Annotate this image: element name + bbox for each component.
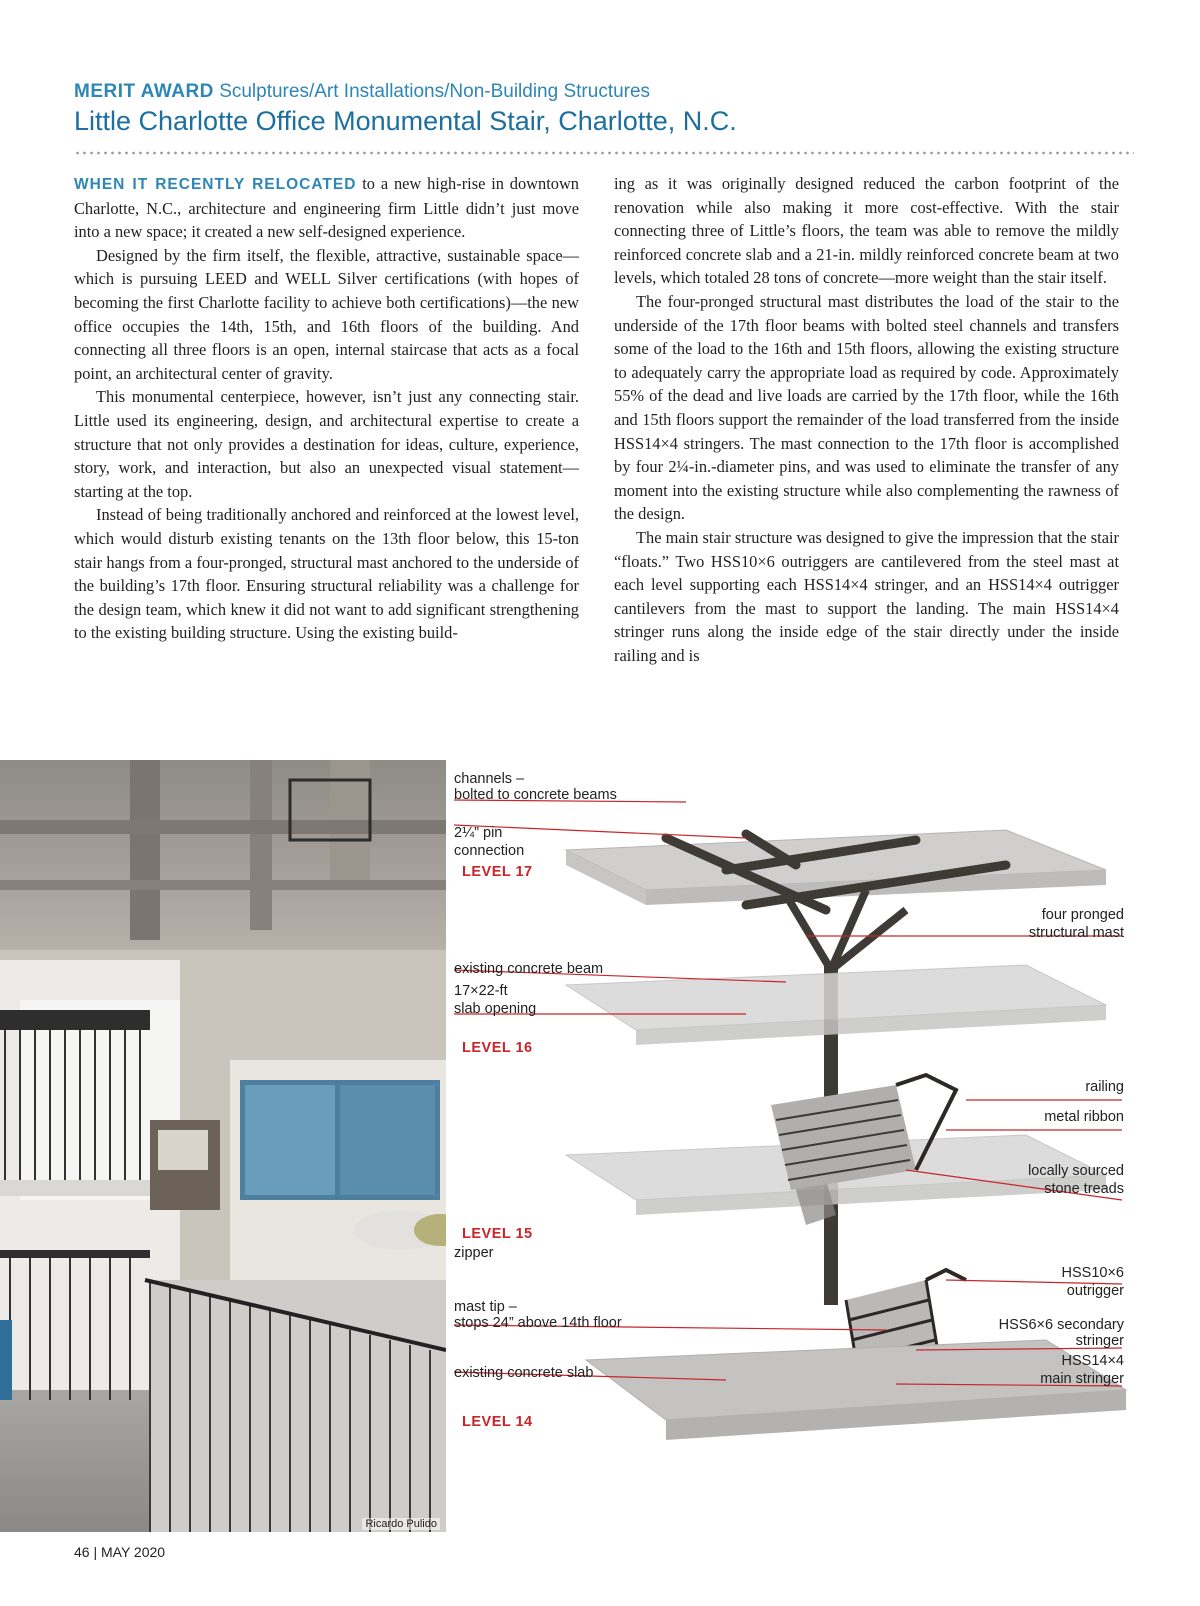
- level-16: LEVEL 16: [462, 1040, 533, 1056]
- paragraph: Instead of being traditionally anchored and reinforced at the lowest level, which would disturb existing tenants on the 13th floor below, this 15-ton stair hangs from a four-pronged, structural mast anchored to the underside of the building’s 17th floor. Ensuring structural reliability was a challenge for the design team, which knew it did not want to add significant strengthening to the existing building structure. Using the existing build-: [74, 505, 579, 643]
- stair-photo: [0, 760, 446, 1532]
- label-channels-bolted: bolted to concrete beams: [454, 787, 617, 803]
- paragraph: ing as it was originally designed reduced the carbon footprint of the renovation while also making it more cost-effective. With the stair connecting three of Little’s floors, the team was able to remove the mildly reinforced concrete slab and a 21-in. mildly reinforced concrete beam at two levels, which totaled 28 tons of concrete—more weight than the stair itself.: [614, 174, 1119, 288]
- paragraph: Designed by the firm itself, the flexible, attractive, sustainable space—which is pursuing LEED and WELL Silver certifications (with hopes of becoming the first Charlotte facility to achieve both certifications)—the new office occupies the 14th, 15th, and 16th floors of the building. And connecting all three floors is an open, internal staircase that acts as a focal point, an architectural center of gravity.: [74, 245, 579, 383]
- text-column-left: [74, 172, 579, 645]
- label-pin: 2¼” pin: [454, 825, 503, 841]
- lead-in: WHEN IT RECENTLY RELOCATED: [74, 176, 357, 193]
- page-number: 46: [74, 1544, 90, 1560]
- label-main-stringer-2: main stringer: [1040, 1371, 1124, 1387]
- label-slab-opening: slab opening: [454, 1001, 537, 1017]
- paragraph: This monumental centerpiece, however, isn’t just any connecting stair. Little used its engineering, design, and architectural expertise to create a structure that not only provides a destination for ideas, culture, experience, story, work, and interaction, but also an unexpected visual statement—starting at the top.: [74, 387, 579, 501]
- level-14: LEVEL 14: [462, 1414, 533, 1430]
- level-15: LEVEL 15: [462, 1226, 533, 1242]
- label-existing-slab: existing concrete slab: [454, 1365, 594, 1381]
- photo-illustration: [0, 760, 446, 1532]
- award-kicker: [74, 80, 1134, 104]
- label-zipper: zipper: [454, 1245, 494, 1261]
- label-main-stringer: HSS14×4: [1061, 1353, 1124, 1369]
- label-mast: four pronged: [1041, 907, 1124, 923]
- label-secondary-stringer-2: stringer: [1075, 1333, 1124, 1349]
- paragraph: The main stair structure was designed to give the impression that the stair “floats.” Two HSS10×6 outriggers are cantilevered from the steel mast at each level supporting each HSS14×4 stringer, and an HSS14×4 outrigger cantilevers from the mast to support the landing. The main HSS14×4 stringer runs along the inside edge of the stair directly under the inside railing and is: [614, 527, 1119, 665]
- label-slab-size: 17×22-ft: [454, 983, 508, 999]
- label-secondary-stringer: HSS6×6 secondary: [998, 1317, 1124, 1333]
- label-outrigger-2: outrigger: [1066, 1283, 1124, 1299]
- label-railing: railing: [1085, 1079, 1124, 1095]
- level-17: LEVEL 17: [462, 864, 533, 880]
- footer-separator: |: [93, 1544, 101, 1560]
- label-stone-treads: locally sourced: [1028, 1163, 1124, 1179]
- label-mast-tip-stops: stops 24” above 14th floor: [454, 1315, 622, 1331]
- award-label: MERIT AWARD: [74, 81, 214, 102]
- label-mast-2: structural mast: [1028, 925, 1124, 941]
- dotted-divider: [74, 151, 1134, 155]
- issue-date: MAY 2020: [101, 1544, 166, 1560]
- stair-diagram: [446, 760, 1146, 1532]
- label-metal-ribbon: metal ribbon: [1044, 1109, 1124, 1125]
- label-pin-connection: connection: [454, 843, 525, 859]
- article-header: [74, 80, 1134, 138]
- label-outrigger: HSS10×6: [1061, 1265, 1124, 1281]
- paragraph: The four-pronged structural mast distributes the load of the stair to the underside of the 17th floor beams with bolted steel channels and transfers some of the load to the 16th and 15th floors, allowing the existing structure to adequately carry the appropriate load as required by code. Approximately 55% of the dead and live loads are carried by the 17th floor, while the 16th and 15th floors support the remainder of the load transferred from the inside HSS14×4 stringers. The mast connection to the 17th floor is accomplished by four 2¼-in.-diameter pins, and was used to eliminate the transfer of any moment into the existing structure while also complementing the rawness of the design.: [614, 291, 1119, 524]
- label-existing-beam: existing concrete beam: [454, 961, 604, 977]
- text-column-right: [614, 172, 1119, 667]
- page-footer: [74, 1544, 165, 1560]
- article-title: Little Charlotte Office Monumental Stair, Charlotte, N.C.: [74, 106, 737, 136]
- diagram-illustration: [446, 760, 1146, 1532]
- label-mast-tip: mast tip –: [454, 1299, 517, 1315]
- photo-credit: Ricardo Pulido: [362, 1518, 440, 1530]
- award-category: Sculptures/Art Installations/Non-Building Structures: [219, 81, 651, 102]
- paragraph: WHEN IT RECENTLY RELOCATED to a new high-rise in downtown Charlotte, N.C., architecture and engineering firm Little didn’t just move into a new space; it created a new self-designed experience.: [74, 174, 579, 242]
- label-channels: channels –: [454, 771, 525, 787]
- label-stone-treads-2: stone treads: [1044, 1181, 1124, 1197]
